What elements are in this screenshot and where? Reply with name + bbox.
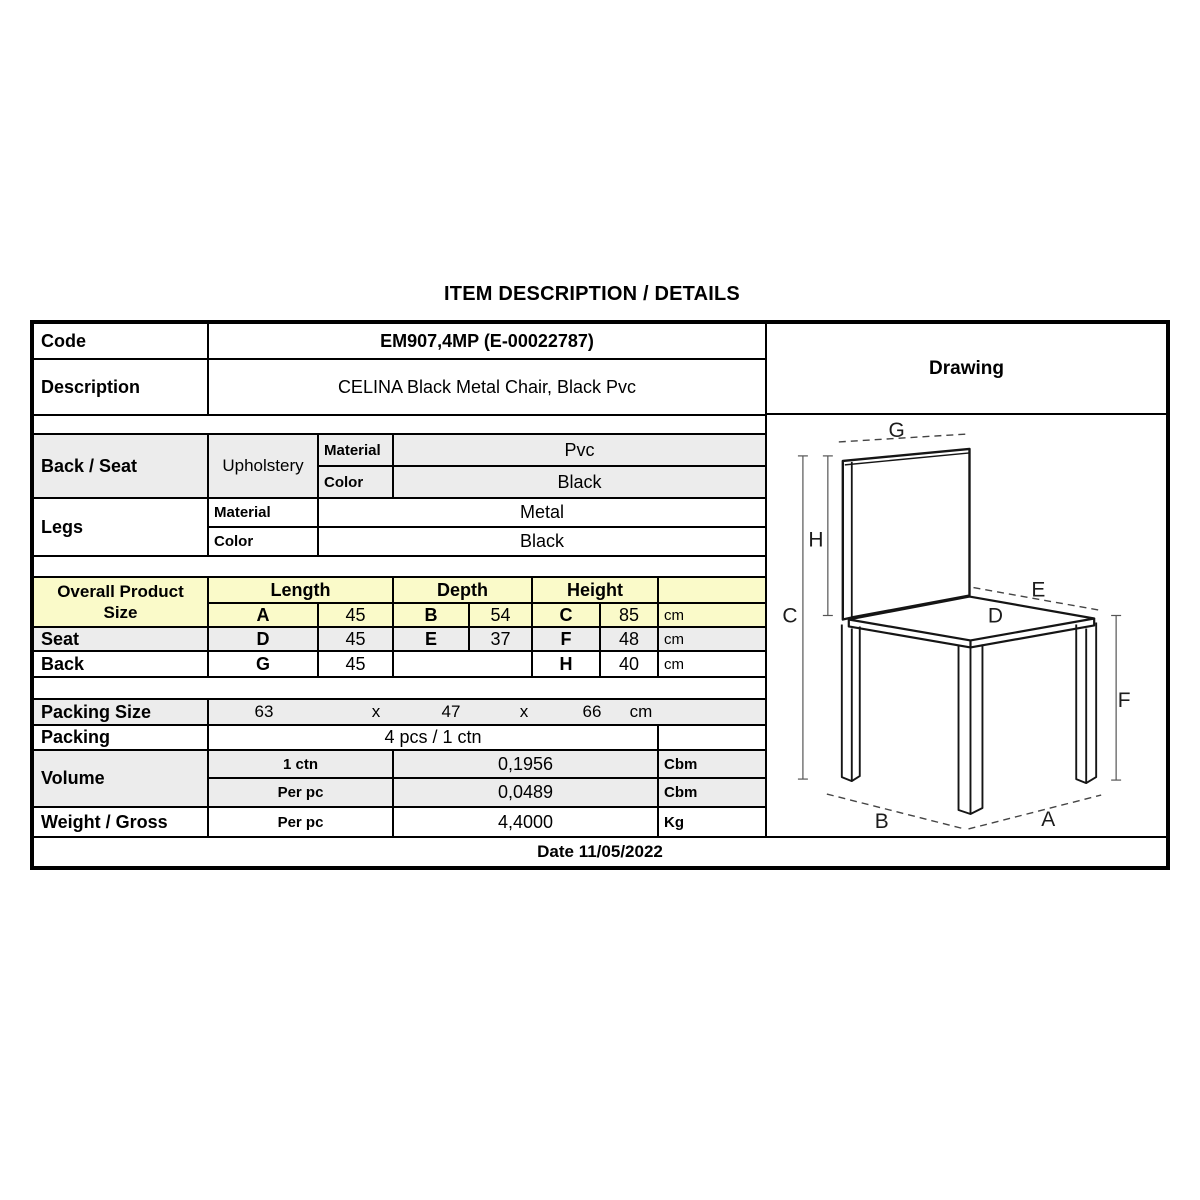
overall-depth-key: B (393, 603, 469, 627)
packing-size-d2: 47 (441, 702, 461, 721)
weight-unit: Kg (658, 807, 766, 837)
dim-label-g: G (888, 419, 905, 443)
packing-empty-cell (658, 725, 766, 750)
seat-depth-key: E (393, 627, 469, 651)
back-seat-material-value: Pvc (393, 434, 766, 466)
back-seat-material-label: Material (318, 434, 393, 466)
dim-label-f: F (1117, 689, 1131, 713)
date-row: Date 11/05/2022 (33, 837, 1167, 867)
chair-drawing-svg (767, 415, 1166, 836)
spec-table (30, 320, 1170, 870)
back-unit: cm (658, 651, 766, 677)
dim-label-e: E (1031, 578, 1046, 602)
volume-label: Volume (33, 750, 208, 807)
volume-row-value: 0,0489 (393, 778, 658, 807)
chair-backrest (843, 449, 970, 620)
spacer-row (33, 415, 766, 434)
volume-row-unit: Cbm (658, 750, 766, 778)
legs-material-label: Material (208, 498, 318, 527)
overall-height-key: C (532, 603, 600, 627)
packing-label: Packing (33, 725, 208, 750)
packing-size-d1: 63 (254, 702, 274, 721)
dim-label-c: C (782, 604, 798, 628)
packing-size-d3: 66 (582, 702, 602, 721)
packing-size-sep1: x (371, 702, 381, 721)
overall-unit: cm (658, 603, 766, 627)
chair-legs (842, 623, 1096, 815)
packing-size-label: Packing Size (33, 699, 208, 725)
packing-size-value (208, 699, 766, 725)
volume-row-value: 0,1956 (393, 750, 658, 778)
description-label: Description (33, 359, 208, 415)
dim-label-h: H (808, 528, 824, 552)
seat-height-value: 48 (600, 627, 658, 651)
back-length-value: 45 (318, 651, 393, 677)
back-height-key: H (532, 651, 600, 677)
back-seat-upholstery: Upholstery (208, 434, 318, 498)
back-seat-color-value: Black (393, 466, 766, 498)
spacer-row (33, 677, 766, 699)
dim-label-d: D (987, 604, 1003, 628)
back-height-value: 40 (600, 651, 658, 677)
code-value: EM907,4MP (E-00022787) (208, 323, 766, 359)
size-section-label-line2: Size (103, 603, 138, 622)
code-label: Code (33, 323, 208, 359)
legs-material-value: Metal (318, 498, 766, 527)
dim-label-b: B (874, 810, 889, 834)
overall-depth-value: 54 (469, 603, 532, 627)
volume-row-unit: Cbm (658, 778, 766, 807)
overall-length-value: 45 (318, 603, 393, 627)
back-seat-label: Back / Seat (33, 434, 208, 498)
back-seat-color-label: Color (318, 466, 393, 498)
back-depth-empty-cell (393, 651, 532, 677)
seat-unit: cm (658, 627, 766, 651)
legs-color-value: Black (318, 527, 766, 556)
overall-height-value: 85 (600, 603, 658, 627)
seat-depth-value: 37 (469, 627, 532, 651)
volume-row-per: 1 ctn (208, 750, 393, 778)
seat-length-value: 45 (318, 627, 393, 651)
weight-label: Weight / Gross (33, 807, 208, 837)
dim-label-a: A (1041, 808, 1056, 832)
seat-row-label: Seat (33, 627, 208, 651)
size-section-label (33, 577, 208, 627)
overall-length-key: A (208, 603, 318, 627)
legs-label: Legs (33, 498, 208, 556)
drawing-title: Drawing (767, 324, 1166, 415)
packing-value: 4 pcs / 1 ctn (208, 725, 658, 750)
page-title: ITEM DESCRIPTION / DETAILS (444, 283, 740, 305)
weight-value: 4,4000 (393, 807, 658, 837)
weight-per: Per pc (208, 807, 393, 837)
volume-row-per: Per pc (208, 778, 393, 807)
packing-size-unit: cm (629, 702, 653, 721)
size-col-depth: Depth (393, 577, 532, 603)
packing-size-sep2: x (519, 702, 529, 721)
size-header-empty-cell (658, 577, 766, 603)
back-row-label: Back (33, 651, 208, 677)
seat-length-key: D (208, 627, 318, 651)
spacer-row (33, 556, 766, 577)
size-section-label-line1: Overall Product (57, 581, 184, 601)
legs-color-label: Color (208, 527, 318, 556)
back-length-key: G (208, 651, 318, 677)
description-value: CELINA Black Metal Chair, Black Pvc (208, 359, 766, 415)
size-col-height: Height (532, 577, 658, 603)
drawing-cell (766, 323, 1167, 837)
chair-drawing (767, 415, 1166, 836)
size-col-length: Length (208, 577, 393, 603)
seat-height-key: F (532, 627, 600, 651)
